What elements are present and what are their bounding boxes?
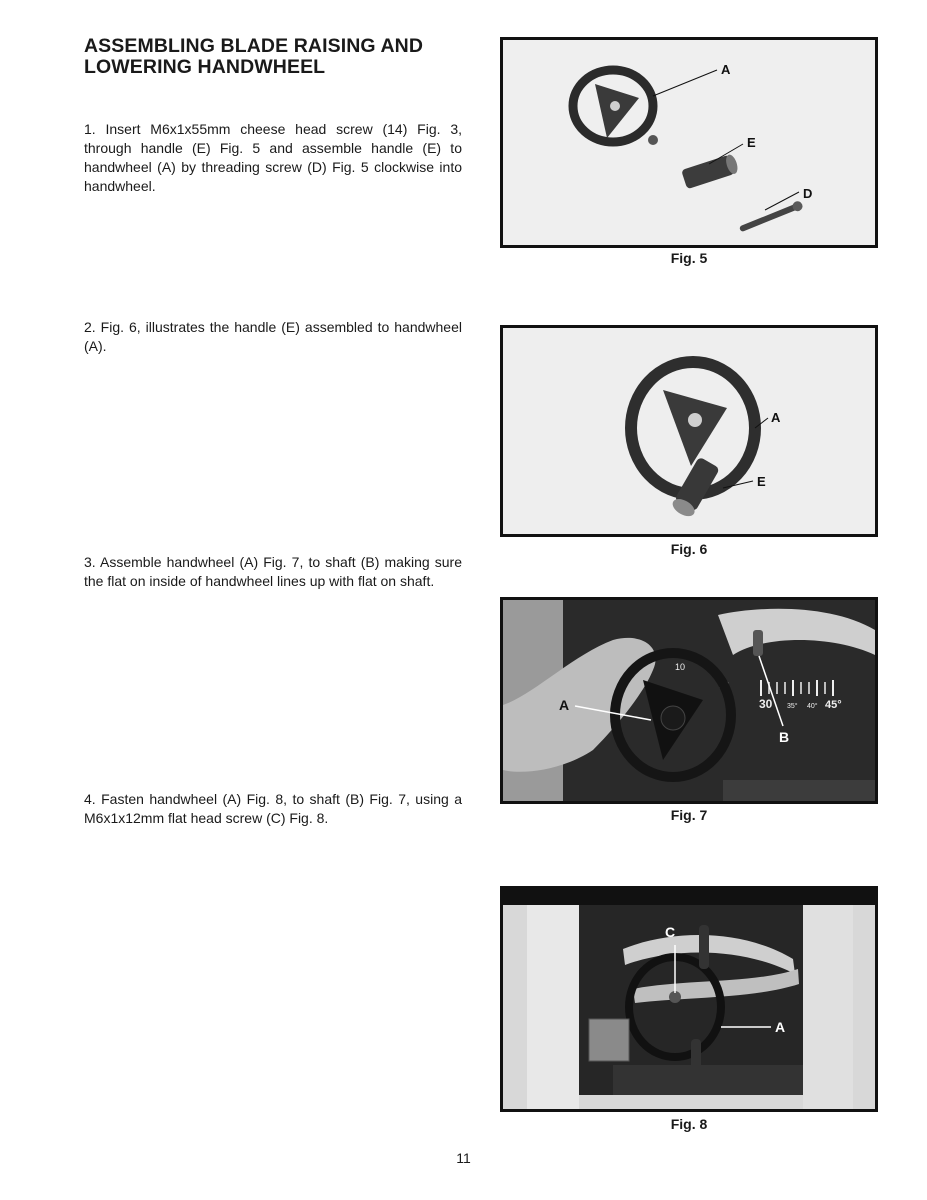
step-3-text: 3. Assemble handwheel (A) Fig. 7, to shaft (B) making sure the flat on inside of handwheel lines up with flat on shaft. (84, 554, 462, 589)
scale-tick-20: 20 (719, 680, 730, 690)
figure-5-caption: Fig. 5 (670, 250, 708, 266)
figure-7-caption: Fig. 7 (670, 807, 708, 823)
label-b: B (779, 729, 790, 745)
figure-8-photo (500, 886, 878, 1112)
label-e: E (757, 474, 766, 489)
scale-tick-30: 30 (759, 697, 773, 711)
step-1-text: 1. Insert M6x1x55mm cheese head screw (14) Fig. 3, through handle (E) Fig. 5 and assemble handle (E) to handwheel (A) by threading screw (D) Fig. 5 clockwise into handwheel. (84, 121, 462, 194)
figure-6-caption: Fig. 6 (670, 541, 708, 557)
scale-tick-45: 45° (825, 699, 842, 711)
step-4-text: 4. Fasten handwheel (A) Fig. 8, to shaft (B) Fig. 7, using a M6x1x12mm flat head screw (C) Fig. 8. (84, 791, 462, 826)
label-d: D (803, 186, 813, 201)
figure-6-photo (500, 325, 878, 537)
label-c: C (665, 924, 676, 940)
figure-7-photo (500, 597, 878, 804)
page-number: 11 (456, 1150, 471, 1166)
section-heading: ASSEMBLING BLADE RAISING AND LOWERING HANDWHEEL (84, 35, 424, 78)
step-2-text: 2. Fig. 6, illustrates the handle (E) assembled to handwheel (A). (84, 319, 462, 354)
scale-tick-10: 10 (675, 662, 686, 672)
figure-5-photo (500, 37, 878, 248)
label-a: A (559, 697, 570, 713)
figure-8-caption: Fig. 8 (670, 1116, 708, 1132)
label-a: A (775, 1019, 786, 1035)
label-a: A (721, 62, 731, 77)
label-a: A (771, 410, 781, 425)
shaft-b (753, 630, 763, 656)
scale-tick-35: 35° (787, 703, 798, 710)
label-e: E (747, 135, 756, 150)
scale-tick-40: 40° (807, 703, 818, 710)
